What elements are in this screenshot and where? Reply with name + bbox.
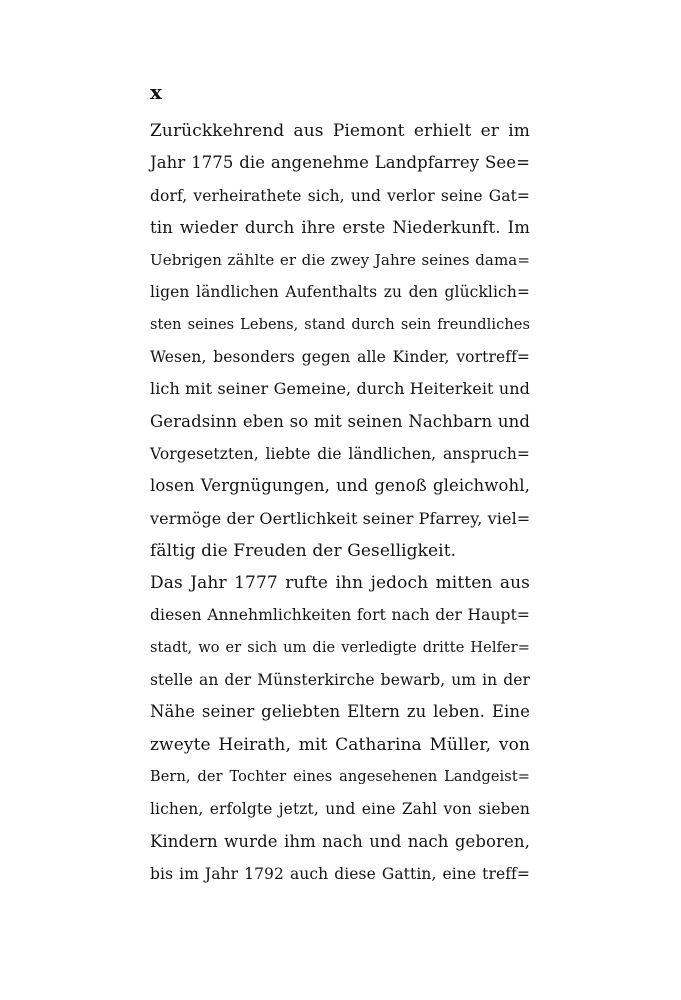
text-line: lichen, erfolgte jetzt, und eine Zahl von sieben	[150, 800, 530, 819]
text-line: Wesen, besonders gegen alle Kinder, vortreff=	[150, 348, 530, 367]
text-line: Nähe seiner geliebten Eltern zu leben. Eine	[150, 702, 530, 722]
text-line: vermöge der Oertlichkeit seiner Pfarrey, viel=	[150, 508, 531, 528]
text-line: Jahr 1775 die angenehme Landpfarrey See=	[150, 153, 530, 173]
text-line: dorf, verheirathete sich, und verlor seine Gat=	[150, 186, 530, 205]
text-line: Geradsinn eben so mit seinen Nachbarn und	[150, 411, 530, 431]
text-line: Kindern wurde ihm nach und nach geboren,	[150, 831, 530, 851]
text-line: zweyte Heirath, mit Catharina Müller, von	[150, 734, 530, 755]
text-line: ligen ländlichen Aufenthalts zu den glücklich=	[150, 283, 530, 302]
body-text	[150, 115, 530, 890]
text-line: sten seines Lebens, stand durch sein freundliches	[150, 316, 530, 333]
text-line: Bern, der Tochter eines angesehenen Landgeist=	[150, 768, 530, 785]
text-line: losen Vergnügungen, und genoß gleichwohl,	[150, 476, 530, 496]
text-line: lich mit seiner Gemeine, durch Heiterkeit und	[150, 379, 530, 399]
text-line: stadt, wo er sich um die verledigte dritte Helfer=	[150, 639, 530, 656]
text-line: stelle an der Münsterkirche bewarb, um in der	[150, 671, 530, 690]
page-number: x	[150, 80, 162, 104]
text-line: Zurückkehrend aus Piemont erhielt er im	[150, 121, 530, 141]
text-line: diesen Annehmlichkeiten fort nach der Haupt=	[150, 606, 530, 625]
text-line: bis im Jahr 1792 auch diese Gattin, eine treff=	[150, 864, 530, 883]
text-line: tin wieder durch ihre erste Niederkunft. Im	[150, 217, 530, 237]
text-line: Vorgesetzten, liebte die ländlichen, anspruch=	[150, 444, 530, 463]
text-line: Uebrigen zählte er die zwey Jahre seines dama=	[150, 251, 530, 270]
text-line: fältig die Freuden der Geselligkeit.	[150, 540, 457, 561]
text-line: Das Jahr 1777 rufte ihn jedoch mitten aus	[150, 573, 530, 594]
